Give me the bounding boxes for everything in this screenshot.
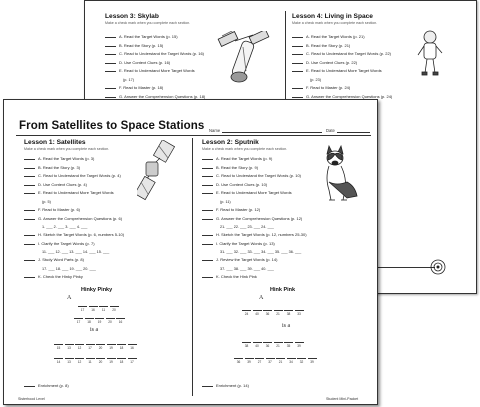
- lesson4-section: [292, 13, 472, 101]
- hink-pink-title: Hink Pink: [270, 287, 296, 293]
- lesson1-task-j: J. Study Word Parts (p. 8): [24, 256, 204, 265]
- lesson1-task-c: C. Read to Understand the Target Words (p. 4): [24, 172, 204, 181]
- lesson1-title: Lesson 1: Satellites: [24, 139, 86, 146]
- lesson1-task-e: E. Read to Understand More Target Words: [24, 189, 204, 198]
- lesson4-task-d: D. Use Context Clues (p. 22): [292, 59, 472, 68]
- lesson1-questions-1-4: 1. ___ 2. ___ 3. ___ 4. ___: [42, 225, 88, 230]
- lesson1-task-k: K. Check the Hinky Pinky: [24, 273, 204, 282]
- hinky-row-1: 17 16 11 20: [78, 306, 120, 312]
- lesson1-task-d: D. Use Context Clues (p. 4): [24, 181, 204, 190]
- title-underline: [16, 135, 371, 136]
- lesson1-items-11-15: 11. ___ 12. ___ 13. ___ 14. ___ 15. ___: [42, 250, 110, 255]
- front-worksheet-page: [3, 99, 378, 405]
- footer-right: Student Mini-Packet: [326, 397, 359, 401]
- lesson4-task-g: G. Answer the Comprehension Questions (p. 24): [292, 93, 472, 102]
- worksheet-title: From Satellites to Space Stations: [19, 120, 205, 132]
- back-bottom-line: [375, 267, 435, 268]
- lesson3-title: Lesson 3: Skylab: [105, 13, 159, 20]
- lesson1-task-f: F. Read to Master (p. 6): [24, 206, 204, 215]
- lesson3-task-a: A. Read the Target Words (p. 15): [105, 33, 280, 42]
- name-line: [222, 132, 322, 133]
- lesson4-task-e: E. Read to Understand More Target Words: [292, 67, 472, 76]
- lesson1-task-e-page: (p. 5): [42, 199, 51, 204]
- lesson3-task-d: D. Use Context Clues (p. 16): [105, 59, 280, 68]
- lesson3-task-e-page: (p. 17): [123, 77, 134, 82]
- lesson2-task-b: B. Read the Story (p. 9): [202, 164, 377, 173]
- lesson4-title: Lesson 4: Living in Space: [292, 13, 373, 20]
- hink-pink-is-a: is a: [282, 323, 291, 329]
- lesson1-task-a: A. Read the Target Words (p. 3): [24, 155, 204, 164]
- dog-illustration: [317, 142, 363, 204]
- hinky-row-3: 15 13 12 17 20 19 18 16: [54, 344, 138, 350]
- lesson2-items-37-40: 37. ___ 38. ___ 39. ___ 40. ___: [220, 266, 274, 271]
- front-column-divider: [192, 138, 193, 396]
- lesson1-items-17-20: 17. ___ 18. ___ 19. ___ 20. ___: [42, 266, 96, 271]
- lesson2-task-d: D. Use Context Clues (p. 10): [202, 181, 377, 190]
- lesson1-section: [24, 139, 204, 282]
- hinky-row-4: 14 13 12 11 20 19 18 17: [54, 358, 138, 364]
- lesson2-questions-21-24: 21. ___ 22. ___ 23. ___ 24. ___: [220, 225, 274, 230]
- lesson1-enrichment: Enrichment (p. 8): [24, 382, 69, 391]
- lesson3-instructions: Make a check mark when you complete each section.: [105, 21, 191, 25]
- lesson4-task-e-page: (p. 23): [310, 77, 321, 82]
- lesson4-instructions: Make a check mark when you complete each section.: [292, 21, 378, 25]
- lesson4-task-a: A. Read the Target Words (p. 21): [292, 33, 472, 42]
- hinky-pinky-is-a: is a: [90, 327, 99, 333]
- lesson3-task-g: G. Answer the Comprehension Questions (p. 18): [105, 93, 280, 102]
- hink-row-2: 38 40 36 21 35 39: [242, 342, 305, 348]
- lesson2-task-a: A. Read the Target Words (p. 9): [202, 155, 377, 164]
- lesson2-task-c: C. Read to Understand the Target Words (p. 10): [202, 172, 377, 181]
- date-label: Date: [326, 128, 335, 133]
- lesson1-task-i: I. Clarify the Target Words (p. 7): [24, 240, 204, 249]
- lesson2-enrichment: Enrichment (p. 14): [202, 382, 249, 391]
- lesson2-title: Lesson 2: Sputnik: [202, 139, 259, 146]
- lesson1-instructions: Make a check mark when you complete each section.: [24, 147, 110, 151]
- lesson4-task-c: C. Read to Understand the Target Words (p. 22): [292, 50, 472, 59]
- hink-pink-article: A: [259, 295, 264, 301]
- lesson2-task-f: F. Read to Master (p. 12): [202, 206, 377, 215]
- target-icon: [430, 259, 446, 275]
- lesson2-task-g: G. Answer the Comprehension Questions (p. 12): [202, 215, 377, 224]
- lesson2-task-i: I. Clarify the Target Words (p. 13): [202, 240, 377, 249]
- hink-row-1: 24 40 36 21 38 33: [242, 310, 305, 316]
- lesson4-task-f: F. Read to Master (p. 24): [292, 84, 472, 93]
- lesson1-task-h: H. Sketch the Target Words (p. 6, numbers 5-10): [24, 231, 204, 240]
- hink-row-3: 36 39 27 37 21 34 32 39: [234, 358, 318, 364]
- lesson2-task-e-page: (p. 11): [220, 199, 231, 204]
- astronaut-illustration: [415, 29, 445, 77]
- lesson2-task-e: E. Read to Understand More Target Words: [202, 189, 377, 198]
- lesson4-task-b: B. Read the Story (p. 21): [292, 42, 472, 51]
- lesson1-task-g: G. Answer the Comprehension Questions (p. 6): [24, 215, 204, 224]
- lesson2-instructions: Make a check mark when you complete each section.: [202, 147, 288, 151]
- lesson3-task-c: C. Read to Understand the Target Words (p. 16): [105, 50, 280, 59]
- date-line: [337, 132, 370, 133]
- name-label: Name: [209, 128, 221, 133]
- lesson2-task-j: J. Review the Target Words (p. 14): [202, 256, 377, 265]
- lesson2-task-k: K. Check the Hink Pink: [202, 273, 377, 282]
- hinky-pinky-article: A: [67, 295, 72, 301]
- skylab-illustration: [217, 31, 272, 89]
- lesson2-task-h: H. Sketch the Target Words (p. 12, numbers 25-30): [202, 231, 377, 240]
- lesson3-task-f: F. Read to Master (p. 18): [105, 84, 280, 93]
- lesson3-task-e: E. Read to Understand More Target Words: [105, 67, 280, 76]
- satellite-illustration: [137, 140, 175, 202]
- hinky-row-2: 17 18 19 20 16: [74, 318, 127, 324]
- hinky-pinky-title: Hinky Pinky: [81, 287, 113, 293]
- lesson1-task-b: B. Read the Story (p. 3): [24, 164, 204, 173]
- lesson2-items-31-36: 31. ___ 32. ___ 33. ___ 34. ___ 35. ___ 36. ___: [220, 250, 302, 255]
- lesson3-task-b: B. Read the Story (p. 15): [105, 42, 280, 51]
- footer-left: Sisterhood Level: [18, 397, 45, 401]
